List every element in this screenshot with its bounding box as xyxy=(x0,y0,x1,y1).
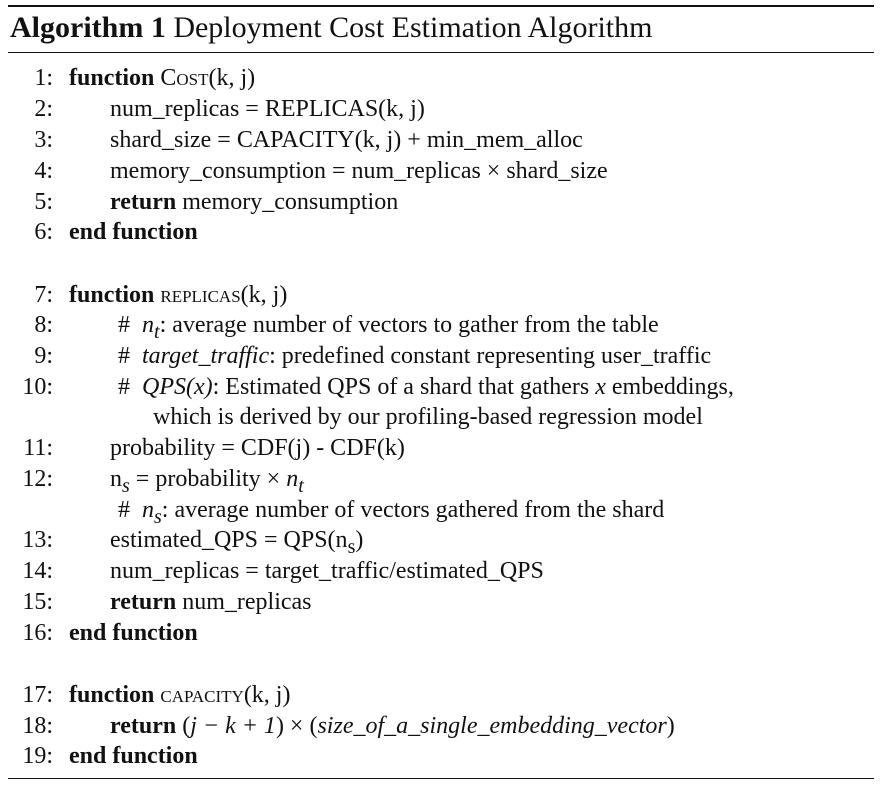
keyword-end-function: end function xyxy=(69,620,198,646)
comment-hash: # xyxy=(118,497,130,523)
line-number: 18: xyxy=(22,713,53,739)
function-args: (k, j) xyxy=(208,65,256,91)
line-number: 1: xyxy=(34,65,53,91)
code-text: ) xyxy=(666,713,675,739)
math-subscript: t xyxy=(154,320,160,343)
line-number: 17: xyxy=(22,682,53,708)
function-args: (k, j) xyxy=(243,682,291,708)
return-value: num_replicas xyxy=(176,589,312,615)
line-number: 6: xyxy=(34,219,53,245)
comment-hash: # xyxy=(118,343,130,369)
code-text: ( xyxy=(176,713,191,739)
math-var: n xyxy=(286,466,299,492)
line-number: 12: xyxy=(22,466,53,492)
keyword-return: return xyxy=(110,189,177,215)
math-var: target_traffic xyxy=(142,343,270,369)
code-text: ) xyxy=(355,527,364,553)
code-text: estimated_QPS = QPS(n xyxy=(110,527,348,553)
algorithm-label: Algorithm 1 xyxy=(10,11,166,44)
math-var: size_of_a_single_embedding_vector xyxy=(317,713,667,739)
math-subscript: s xyxy=(347,535,356,558)
comment xyxy=(118,372,734,402)
math-var: QPS(x) xyxy=(142,374,213,400)
code-text: n xyxy=(110,466,122,492)
keyword-function: function xyxy=(69,682,155,708)
function-args: (k, j) xyxy=(240,282,288,308)
line-number: 5: xyxy=(34,189,53,215)
line-number: 19: xyxy=(22,743,53,769)
math-subscript: s xyxy=(154,505,162,528)
keyword-end-function: end function xyxy=(69,219,198,245)
caption-rule xyxy=(8,52,874,53)
line-code xyxy=(110,711,675,741)
comment-text: which is derived by our profiling-based regression model xyxy=(153,404,703,430)
algorithm-caption xyxy=(10,10,652,46)
math-var: n xyxy=(142,497,154,523)
line-number: 4: xyxy=(34,158,53,184)
line-code: memory_consumption = num_replicas × shard_size xyxy=(110,158,608,184)
algorithm-title: Deployment Cost Estimation Algorithm xyxy=(173,11,653,44)
line-number: 3: xyxy=(34,127,53,153)
line-code xyxy=(69,280,287,310)
keyword-function: function xyxy=(69,65,155,91)
comment-hash: # xyxy=(118,312,130,338)
line-code: num_replicas = REPLICAS(k, j) xyxy=(110,96,425,122)
comment-text: embeddings, xyxy=(605,374,734,400)
line-number: 8: xyxy=(34,312,53,338)
line-number: 16: xyxy=(22,620,53,646)
math-subscript: t xyxy=(298,474,304,497)
top-rule xyxy=(8,5,874,7)
line-code xyxy=(110,187,398,217)
math-var: n xyxy=(142,312,154,338)
comment-text: : predefined constant representing user_traffic xyxy=(269,343,712,369)
line-number: 13: xyxy=(22,527,53,553)
line-code xyxy=(110,587,312,617)
function-name-replicas: replicas xyxy=(160,282,241,308)
bottom-rule xyxy=(8,778,874,779)
function-name-cost: Cost xyxy=(160,65,209,91)
line-number: 11: xyxy=(23,435,53,461)
keyword-return: return xyxy=(110,589,177,615)
return-value: memory_consumption xyxy=(176,189,399,215)
comment-hash: # xyxy=(118,374,130,400)
math-subscript: s xyxy=(122,474,130,497)
line-number: 10: xyxy=(22,374,53,400)
code-text: ) × ( xyxy=(275,713,318,739)
line-number: 2: xyxy=(34,96,53,122)
line-code: num_replicas = target_traffic/estimated_QPS xyxy=(110,558,544,584)
comment-text: : average number of vectors gathered from the shard xyxy=(161,497,665,523)
line-number: 15: xyxy=(22,589,53,615)
line-code: probability = CDF(j) - CDF(k) xyxy=(110,435,405,461)
math-expression: j − k + 1 xyxy=(190,713,276,739)
line-code xyxy=(69,680,290,710)
keyword-end-function: end function xyxy=(69,743,198,769)
line-number: 9: xyxy=(34,343,53,369)
comment-text: : Estimated QPS of a shard that gathers xyxy=(212,374,596,400)
line-code xyxy=(69,63,255,93)
function-name-capacity: capacity xyxy=(160,682,244,708)
keyword-return: return xyxy=(110,713,177,739)
line-number: 14: xyxy=(22,558,53,584)
line-code: shard_size = CAPACITY(k, j) + min_mem_alloc xyxy=(110,127,583,153)
code-text: = probability × xyxy=(129,466,287,492)
comment xyxy=(118,341,711,371)
math-var: x xyxy=(595,374,606,400)
keyword-function: function xyxy=(69,282,155,308)
line-number: 7: xyxy=(34,282,53,308)
comment-text: : average number of vectors to gather from the table xyxy=(159,312,659,338)
